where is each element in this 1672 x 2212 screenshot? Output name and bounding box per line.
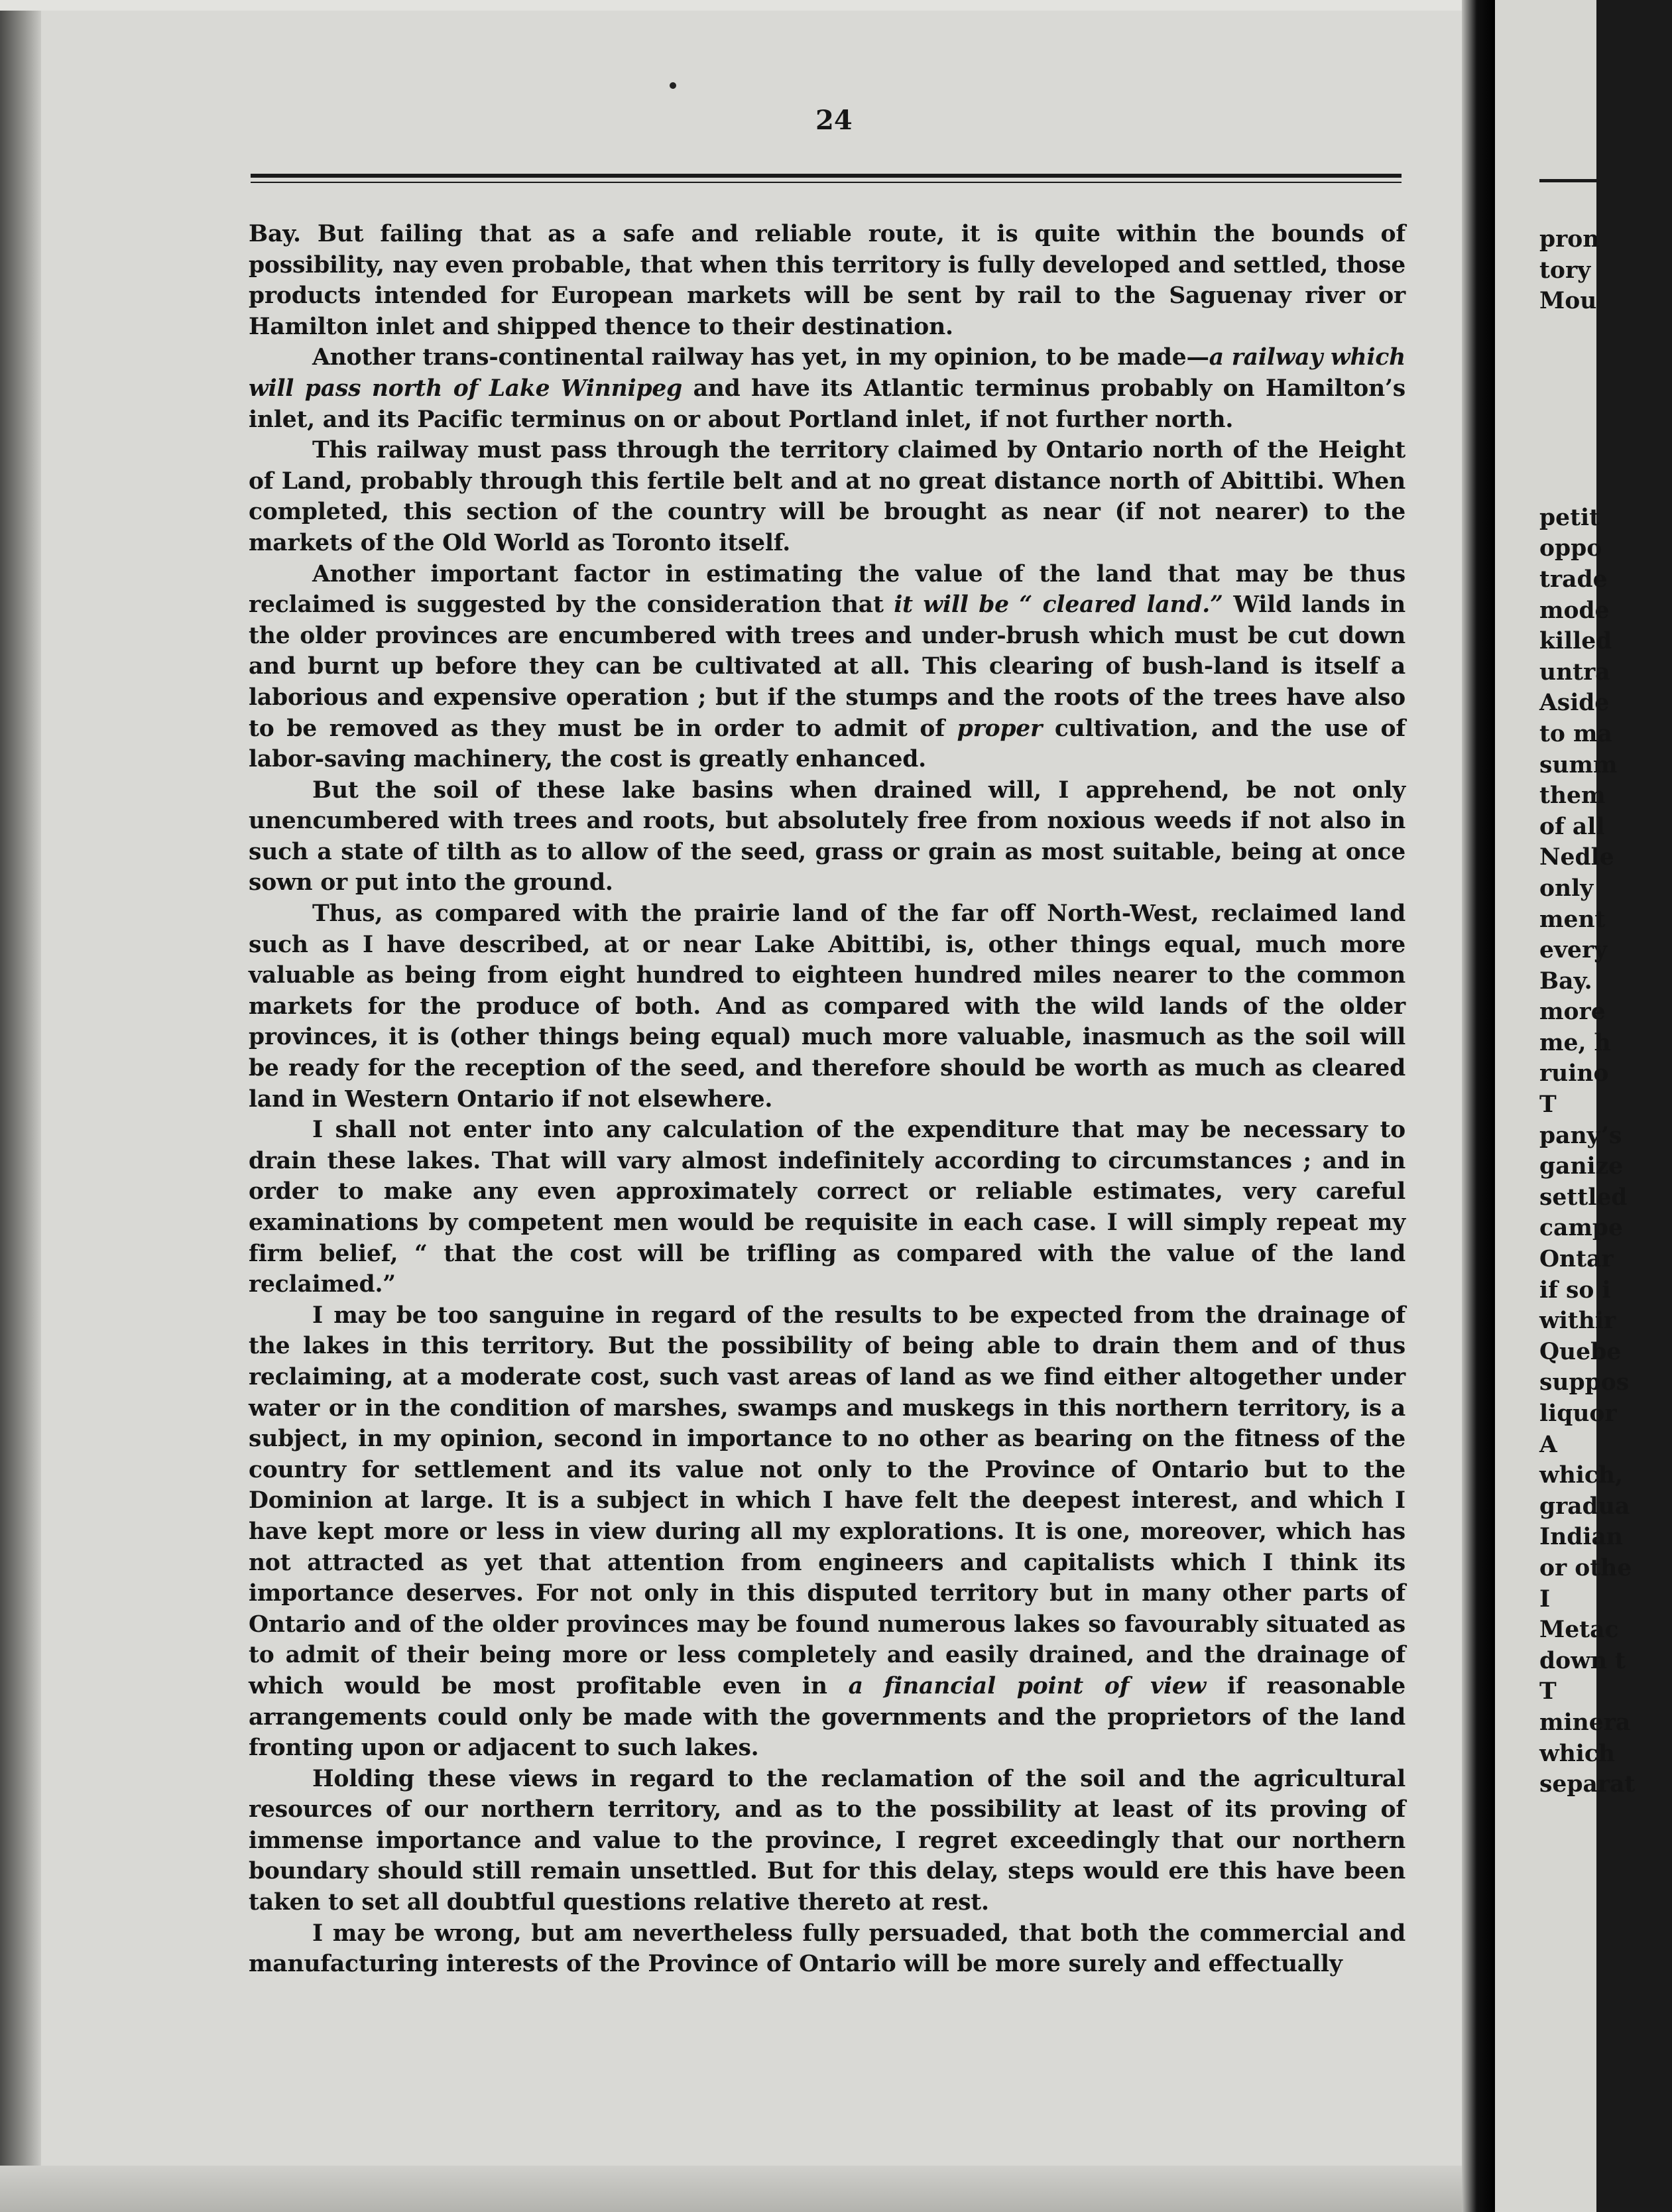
facing-page-fragment: T <box>1539 1678 1557 1705</box>
paragraph <box>249 1115 1405 1300</box>
paragraph <box>249 898 1405 1115</box>
text-run: Bay. But failing that as a safe and reliable route, it is quite within the bounds of possibility, nay even probable, that when this territory is fully developed and settled, those products intended for European markets will be sent by rail to the Saguenay river or Hamilton inlet and shipped thence to their destination. <box>249 221 1405 340</box>
facing-page-fragment: liquor <box>1539 1400 1617 1427</box>
scanner-shadow-bottom <box>0 2166 1478 2212</box>
facing-page-fragment: of all <box>1539 813 1605 840</box>
paragraph <box>249 1918 1405 1980</box>
facing-page-fragment: ruino <box>1539 1060 1609 1087</box>
facing-page-fragment: to ma <box>1539 720 1612 747</box>
facing-page-fragment: suppos <box>1539 1369 1630 1396</box>
facing-page-fragment: Nedle <box>1539 844 1614 871</box>
facing-page-fragment: more <box>1539 999 1606 1026</box>
paragraph <box>249 219 1405 342</box>
facing-page-fragment: which, <box>1539 1462 1623 1489</box>
facing-page-fragment: only <box>1539 875 1594 902</box>
italic-phrase: it will be “ cleared land.” <box>894 591 1223 619</box>
facing-page-fragment: killed <box>1539 628 1612 655</box>
text-run: Thus, as compared with the prairie land of the far off North-West, reclaimed land such as I have described, at or near Lake Abittibi, is, other things equal, much more valuable as being from eight hundred to eighteen hundred miles nearer to the common markets for the produce of both. And as compared with the wild lands of the older provinces, it is (other things being equal) much more valuable, inasmuch as the soil will be ready for the reception of the seed, and therefore should be worth as much as cleared land in Western Ontario if not elsewhere. <box>249 900 1405 1113</box>
facing-page-fragment: down t <box>1539 1647 1626 1674</box>
text-run: I may be wrong, but am nevertheless fully persuaded, that both the commercial and manufacturing interests of the Province of Ontario will be more surely and effectually <box>249 1920 1405 1978</box>
header-rule-thick <box>251 174 1402 178</box>
facing-page-fragment: Ontar <box>1539 1246 1614 1273</box>
paragraph <box>249 1300 1405 1764</box>
facing-page-fragment: withir <box>1539 1308 1616 1335</box>
facing-page-fragment: summ <box>1539 751 1618 778</box>
italic-phrase: a financial point of view <box>848 1672 1207 1699</box>
facing-page-fragment: ment <box>1539 906 1606 933</box>
text-run: I shall not enter into any calculation of the expenditure that may be necessary to drain these lakes. That will vary almost indefinitely according to circumstances ; and in order to make any even approximately correct or reliable estimates, very careful examinations by competent men would be requisite in each case. I will simply repeat my firm belief, “ that the cost will be trifling as compared with the value of the land reclaimed.” <box>249 1117 1405 1298</box>
facing-page-fragment: Mou <box>1539 288 1597 315</box>
text-run: and have its Atlantic terminus probably on Hamilton’s inlet, and its Pacific terminus on or about Portland inlet, if not further north. <box>249 375 1405 433</box>
italic-phrase: a railway which will pass north of Lake Winnipeg <box>249 344 1406 402</box>
text-run: This railway must pass through the territory claimed by Ontario north of the Height of Land, probably through this fertile belt and at no great distance north of Abittibi. When completed, this section of the country will be brought as near (if not nearer) to the markets of the Old World as Toronto itself. <box>249 437 1405 556</box>
facing-page-fragment: separat <box>1539 1771 1636 1798</box>
text-run: cultivation, and the use of labor-saving machinery, the cost is greatly enhanced. <box>249 715 1405 773</box>
facing-page-fragment: Aside <box>1539 690 1610 717</box>
facing-page-fragment: tory <box>1539 257 1591 284</box>
facing-page-fragment: T <box>1539 1091 1557 1119</box>
text-run: Another trans-continental railway has yet, in my opinion, to be made— <box>312 344 1209 371</box>
facing-page-fragment: me, h <box>1539 1029 1611 1056</box>
facing-page-fragment: Bay. <box>1539 967 1592 995</box>
text-run: But the soil of these lake basins when drained will, I apprehend, be not only unencumbered with trees and roots, but absolutely free from noxious weeds if not also in such a state of tilth as to allow of the seed, grass or grain as most suitable, being at once sown or put into the ground. <box>249 776 1405 896</box>
facing-page-fragment: Indian <box>1539 1524 1623 1551</box>
body-text <box>249 219 1405 1980</box>
text-run: I may be too sanguine in regard of the results to be expected from the drainage of the lakes in this territory. But the possibility of being able to drain them and of thus reclaiming, at a moderate cost, such vast areas of land as we find either altogether under water or in the condition of marshes, swamps and muskegs in this northern territory, is a subject, in my opinion, second in importance to no other as bearing on the fitness of the country for settlement and its value not only to the Province of Ontario but to the Dominion at large. It is a subject in which I have felt the deepest interest, and which I have kept more or less in view during all my explorations. It is one, moreover, which has not attracted as yet that attention from engineers and capitalists which I think its importance deserves. For not only in this disputed territory but in many other parts of Ontario and of the older provinces may be found numerous lakes so favourably situated as to admit of their being more or less completely and easily drained, and the drainage of which would be most profitable even in <box>249 1302 1405 1699</box>
facing-page-fragment: pany’s <box>1539 1122 1622 1149</box>
facing-page-fragment: them <box>1539 782 1606 810</box>
paragraph <box>249 1764 1405 1918</box>
facing-page-fragment: campe <box>1539 1215 1623 1242</box>
facing-page-fragment: or othe <box>1539 1554 1632 1581</box>
facing-page-fragment: gradua <box>1539 1493 1630 1520</box>
facing-page-fragment: if so i <box>1539 1276 1611 1304</box>
facing-page-fragment: settled <box>1539 1184 1628 1211</box>
facing-page-fragment: I <box>1539 1585 1551 1613</box>
text-run: Another important factor in estimating the value of the land that may be thus reclaimed is suggested by the consideration that <box>249 560 1405 619</box>
scanner-shadow-left <box>0 0 41 2212</box>
facing-page-fragment: untra <box>1539 658 1610 686</box>
paragraph <box>249 435 1405 558</box>
facing-page-fragment: Quebe <box>1539 1338 1622 1365</box>
header-rule-thin <box>251 182 1402 183</box>
facing-page-fragment: trade <box>1539 566 1608 593</box>
facing-page-fragment: which <box>1539 1740 1615 1767</box>
paragraph <box>249 775 1405 898</box>
facing-page-fragment: mode <box>1539 597 1610 624</box>
facing-page-fragment: oppo <box>1539 535 1602 562</box>
facing-page-fragment: ganize <box>1539 1153 1624 1180</box>
facing-page-fragment: Metac <box>1539 1617 1619 1644</box>
text-run: Wild lands in the older provinces are encumbered with trees and under-brush which must be cut down and burnt up before they can be cultivated at all. This clearing of bush-land is itself a laborious and expensive operation ; but if the stumps and the roots of the trees have also to be removed as they must be in order to admit of <box>249 591 1405 742</box>
facing-page-rule <box>1539 179 1606 182</box>
ink-dot <box>670 82 676 89</box>
scanner-edge-top <box>0 0 1478 11</box>
book-gutter <box>1462 0 1495 2212</box>
facing-page-fragment: minera <box>1539 1709 1631 1736</box>
facing-page-fragment: pron <box>1539 226 1600 253</box>
page-number: 24 <box>815 105 853 136</box>
facing-page-fragment: petit <box>1539 504 1600 531</box>
paragraph <box>249 559 1405 775</box>
facing-page-fragment: every <box>1539 937 1608 964</box>
text-run: if reasonable arrangements could only be made with the governments and the proprietors of the land fronting upon or adjacent to such lakes. <box>249 1672 1406 1762</box>
text-run: Holding these views in regard to the reclamation of the soil and the agricultural resources of our northern territory, and as to the possibility at least of its proving of immense importance and value to the province, I regret exceedingly that our northern boundary should still remain unsettled. But for this delay, steps would ere this have been taken to set all doubtful questions relative thereto at rest. <box>249 1765 1405 1916</box>
italic-phrase: proper <box>957 715 1043 742</box>
facing-page-text <box>1539 224 1672 1800</box>
facing-page-gap <box>1539 317 1672 503</box>
paragraph <box>249 342 1405 435</box>
facing-page-fragment: A <box>1539 1431 1557 1458</box>
